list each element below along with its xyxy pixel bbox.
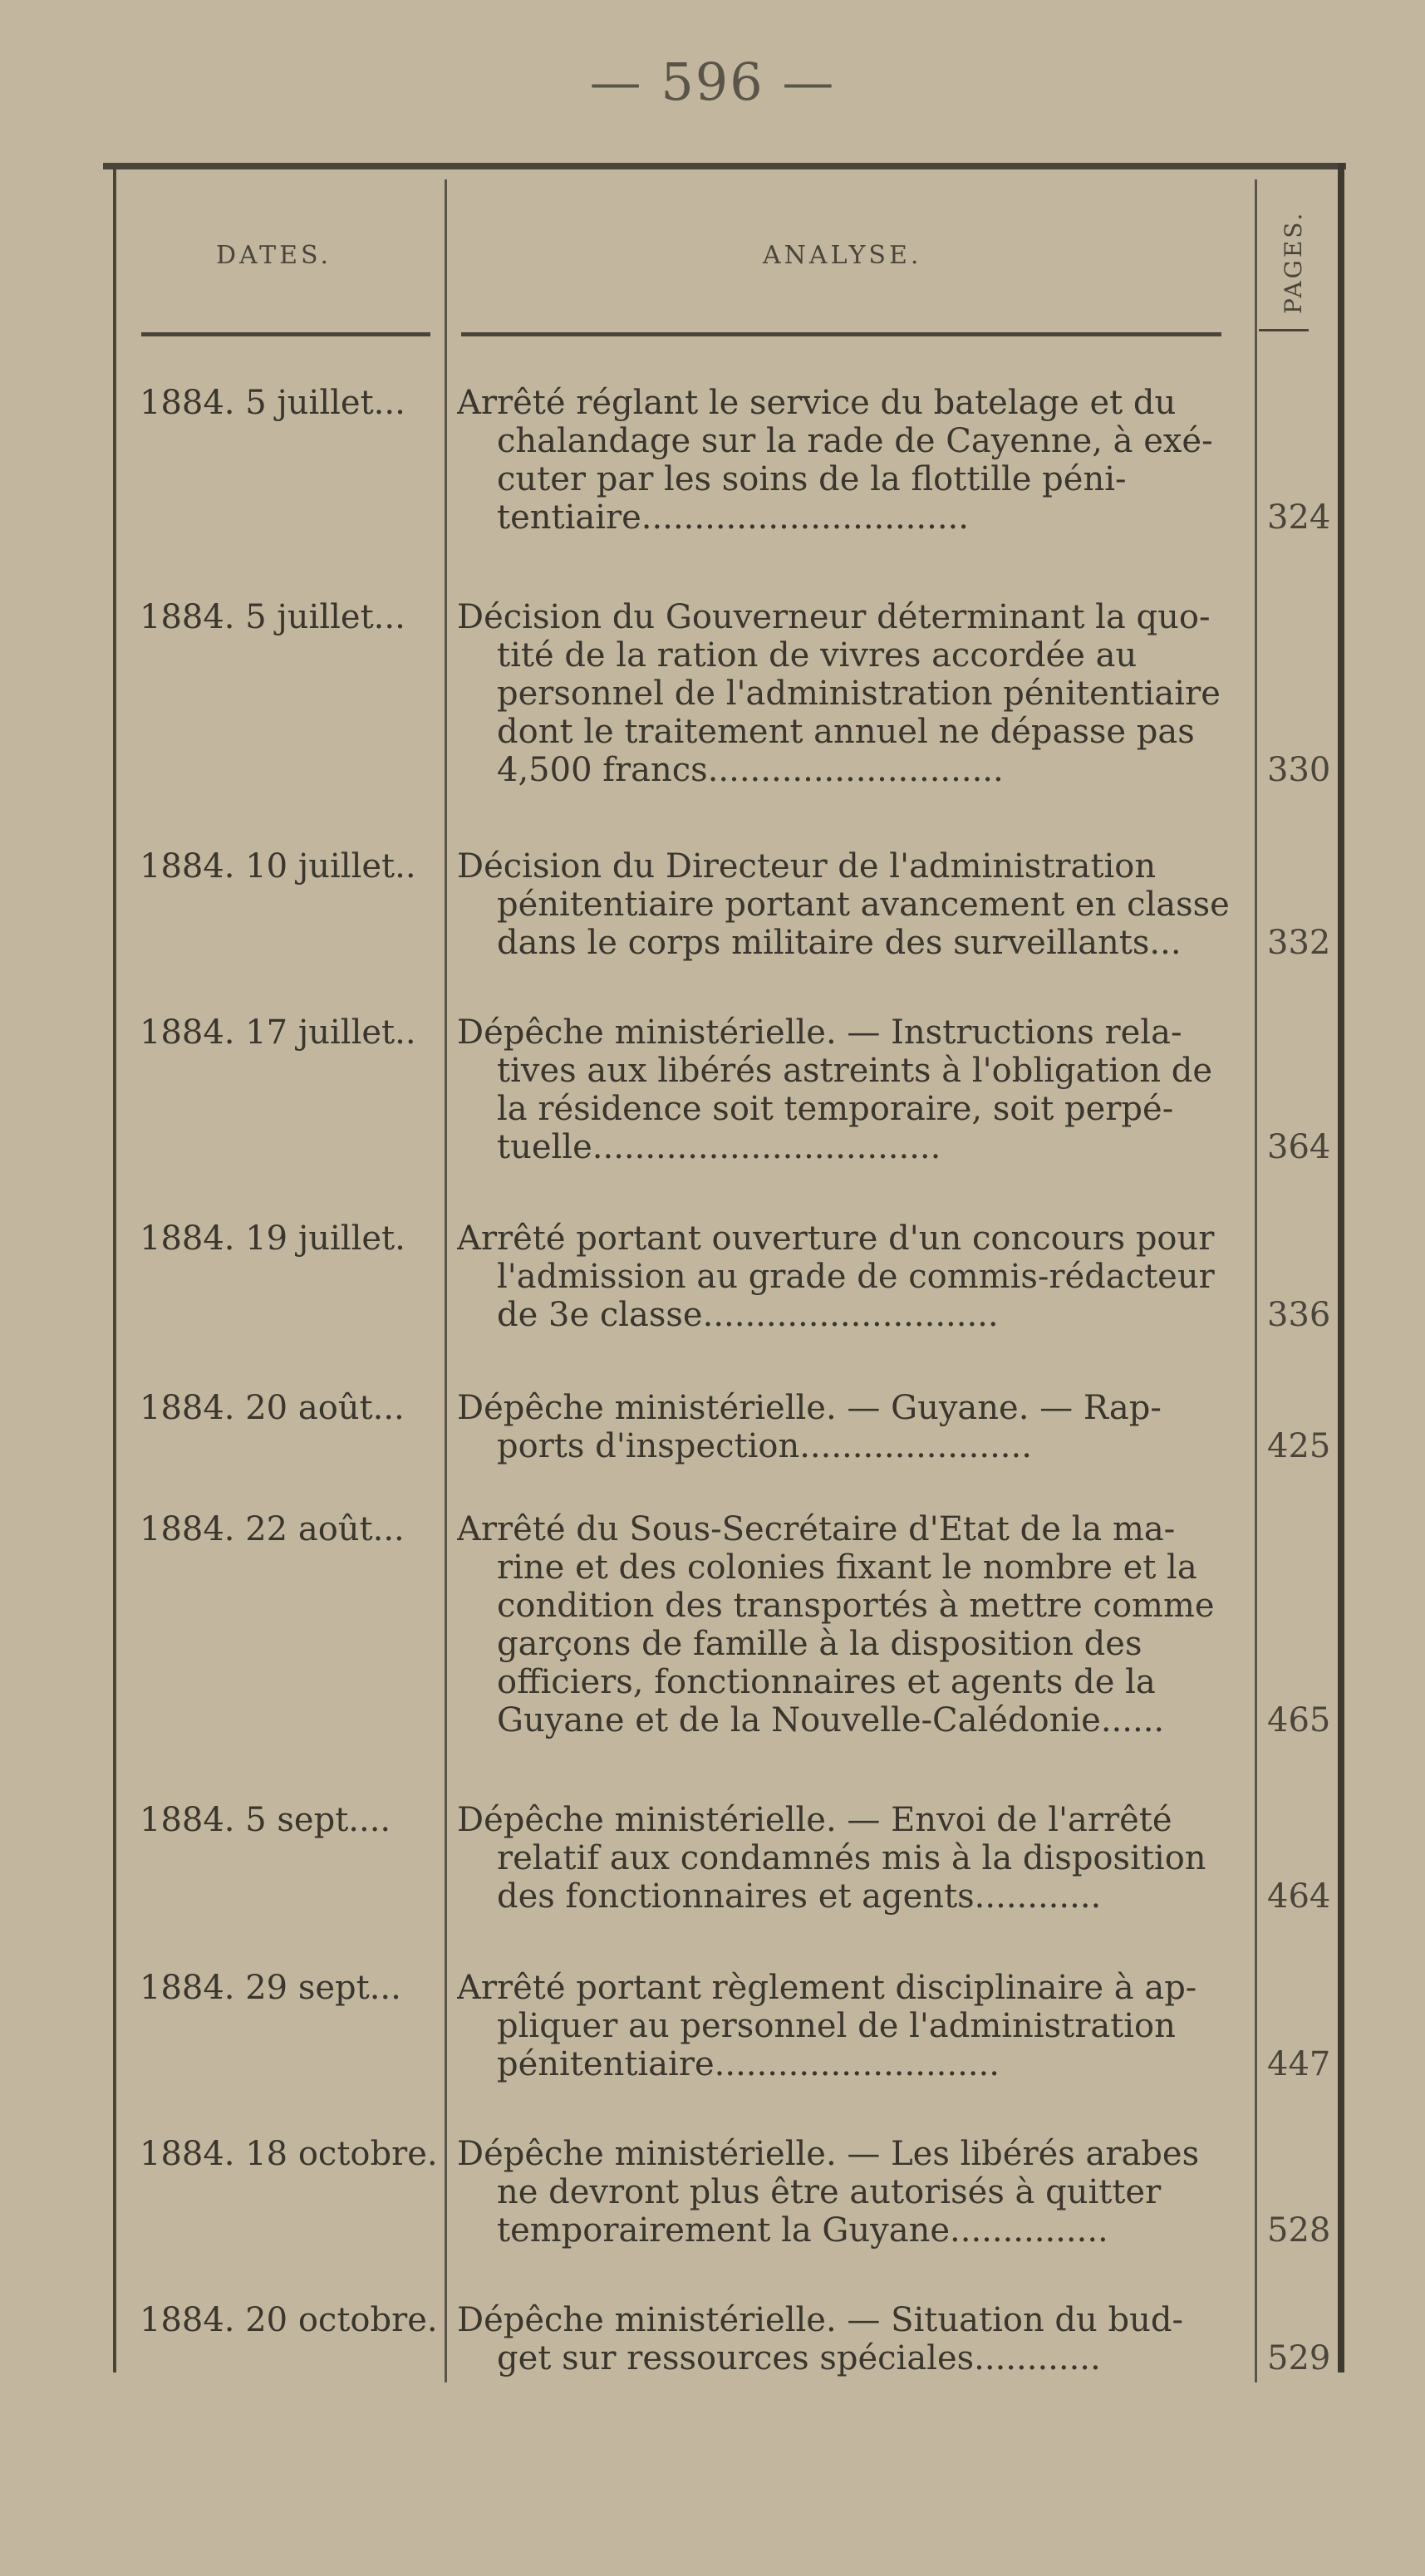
entry-date: 1884. 5 juillet...	[140, 384, 405, 422]
analysis-line: officiers, fonctionnaires et agents de la	[497, 1663, 1156, 1701]
header-dates: DATES.	[216, 241, 332, 270]
analysis-line: get sur ressources spéciales............	[497, 2339, 1101, 2377]
entry-analysis	[457, 1801, 1242, 1916]
table-right-border	[1338, 163, 1344, 2372]
analysis-line: ports d'inspection......................	[497, 1427, 1032, 1465]
entry-date: 1884. 5 juillet...	[140, 598, 405, 636]
entry-page: 330	[1267, 751, 1331, 789]
analysis-line: rine et des colonies fixant le nombre et la	[497, 1548, 1197, 1587]
header-rule-pages	[1259, 329, 1309, 331]
analysis-line: 4,500 francs............................	[497, 751, 1004, 789]
entry-page: 464	[1267, 1877, 1331, 1916]
entry-page: 528	[1267, 2211, 1331, 2250]
analysis-line: tentiaire...............................	[497, 498, 969, 537]
header-rule-dates	[141, 332, 430, 336]
entry-date: 1884. 19 juillet.	[140, 1219, 405, 1258]
analysis-line: Décision du Directeur de l'administration	[457, 847, 1157, 886]
analysis-line: Dépêche ministérielle. — Envoi de l'arrêté	[457, 1801, 1172, 1839]
analysis-line: Dépêche ministérielle. — Les libérés arabes	[457, 2135, 1200, 2173]
entry-analysis	[457, 2135, 1242, 2250]
analysis-line: condition des transportés à mettre comme	[497, 1587, 1215, 1625]
entry-date: 1884. 20 août...	[140, 1389, 405, 1427]
analysis-line: Arrêté du Sous-Secrétaire d'Etat de la ma-	[457, 1510, 1176, 1548]
entry-analysis	[457, 1389, 1242, 1465]
analysis-line: dans le corps militaire des surveillants...	[497, 924, 1182, 962]
analysis-line: pénitentiaire...........................	[497, 2045, 1000, 2083]
analysis-line: l'admission au grade de commis-rédacteur	[497, 1258, 1215, 1296]
analysis-line: Arrêté réglant le service du batelage et du	[457, 384, 1177, 422]
entry-analysis	[457, 1219, 1242, 1334]
entry-analysis	[457, 847, 1242, 962]
analysis-line: Dépêche ministérielle. — Instructions rela-	[457, 1013, 1182, 1052]
entry-analysis	[457, 2301, 1242, 2377]
entry-page: 324	[1267, 498, 1331, 537]
entry-date: 1884. 17 juillet..	[140, 1013, 416, 1052]
entry-analysis	[457, 384, 1242, 537]
analysis-line: de 3e classe............................	[497, 1296, 999, 1334]
table-left-border	[113, 163, 116, 2372]
analysis-line: Dépêche ministérielle. — Situation du bud-	[457, 2301, 1183, 2339]
entry-page: 336	[1267, 1296, 1331, 1334]
analysis-line: Dépêche ministérielle. — Guyane. — Rap-	[457, 1389, 1162, 1427]
entry-page: 425	[1267, 1427, 1331, 1465]
entry-page: 529	[1267, 2339, 1331, 2377]
entry-date: 1884. 20 octobre.	[140, 2301, 438, 2339]
analysis-line: tives aux libérés astreints à l'obligation de	[497, 1052, 1213, 1090]
analysis-line: la résidence soit temporaire, soit perpé-	[497, 1090, 1174, 1128]
analysis-line: chalandage sur la rade de Cayenne, à exé-	[497, 422, 1213, 460]
entry-page: 447	[1267, 2045, 1331, 2083]
analysis-line: Décision du Gouverneur déterminant la quo-	[457, 598, 1211, 636]
entry-page: 332	[1267, 924, 1331, 962]
analysis-line: relatif aux condamnés mis à la disposition	[497, 1839, 1206, 1877]
entry-analysis	[457, 1969, 1242, 2083]
analysis-line: Guyane et de la Nouvelle-Calédonie......	[497, 1701, 1165, 1739]
entry-date: 1884. 5 sept....	[140, 1801, 391, 1839]
analysis-line: cuter par les soins de la flottille péni-	[497, 460, 1127, 498]
column-divider-pages	[1255, 179, 1257, 2382]
header-analyse: ANALYSE.	[763, 241, 922, 270]
page-number: — 596 —	[589, 52, 836, 112]
header-pages: PAGES.	[1280, 210, 1307, 315]
analysis-line: ne devront plus être autorisés à quitter	[497, 2173, 1162, 2211]
column-divider-dates	[445, 179, 447, 2382]
analysis-line: pénitentiaire portant avancement en classe	[497, 886, 1230, 924]
analysis-line: tité de la ration de vivres accordée au	[497, 636, 1138, 675]
entry-date: 1884. 10 juillet..	[140, 847, 416, 886]
analysis-line: garçons de famille à la disposition des	[497, 1625, 1142, 1663]
entry-analysis	[457, 1510, 1242, 1739]
entry-date: 1884. 22 août...	[140, 1510, 405, 1548]
header-rule-analyse	[461, 332, 1221, 336]
analysis-line: pliquer au personnel de l'administration	[497, 2007, 1176, 2045]
analysis-line: dont le traitement annuel ne dépasse pas	[497, 713, 1195, 751]
analysis-line: tuelle.................................	[497, 1128, 941, 1166]
analysis-line: personnel de l'administration pénitentiaire	[497, 675, 1221, 713]
analysis-line: Arrêté portant règlement disciplinaire à ap-	[457, 1969, 1197, 2007]
entry-page: 364	[1267, 1128, 1331, 1166]
entry-date: 1884. 29 sept...	[140, 1969, 401, 2007]
analysis-line: Arrêté portant ouverture d'un concours pour	[457, 1219, 1215, 1258]
entry-analysis	[457, 598, 1242, 789]
analysis-line: temporairement la Guyane...............	[497, 2211, 1108, 2250]
entry-date: 1884. 18 octobre.	[140, 2135, 438, 2173]
entry-page: 465	[1267, 1701, 1331, 1739]
entry-analysis	[457, 1013, 1242, 1166]
analysis-line: des fonctionnaires et agents............	[497, 1877, 1102, 1916]
